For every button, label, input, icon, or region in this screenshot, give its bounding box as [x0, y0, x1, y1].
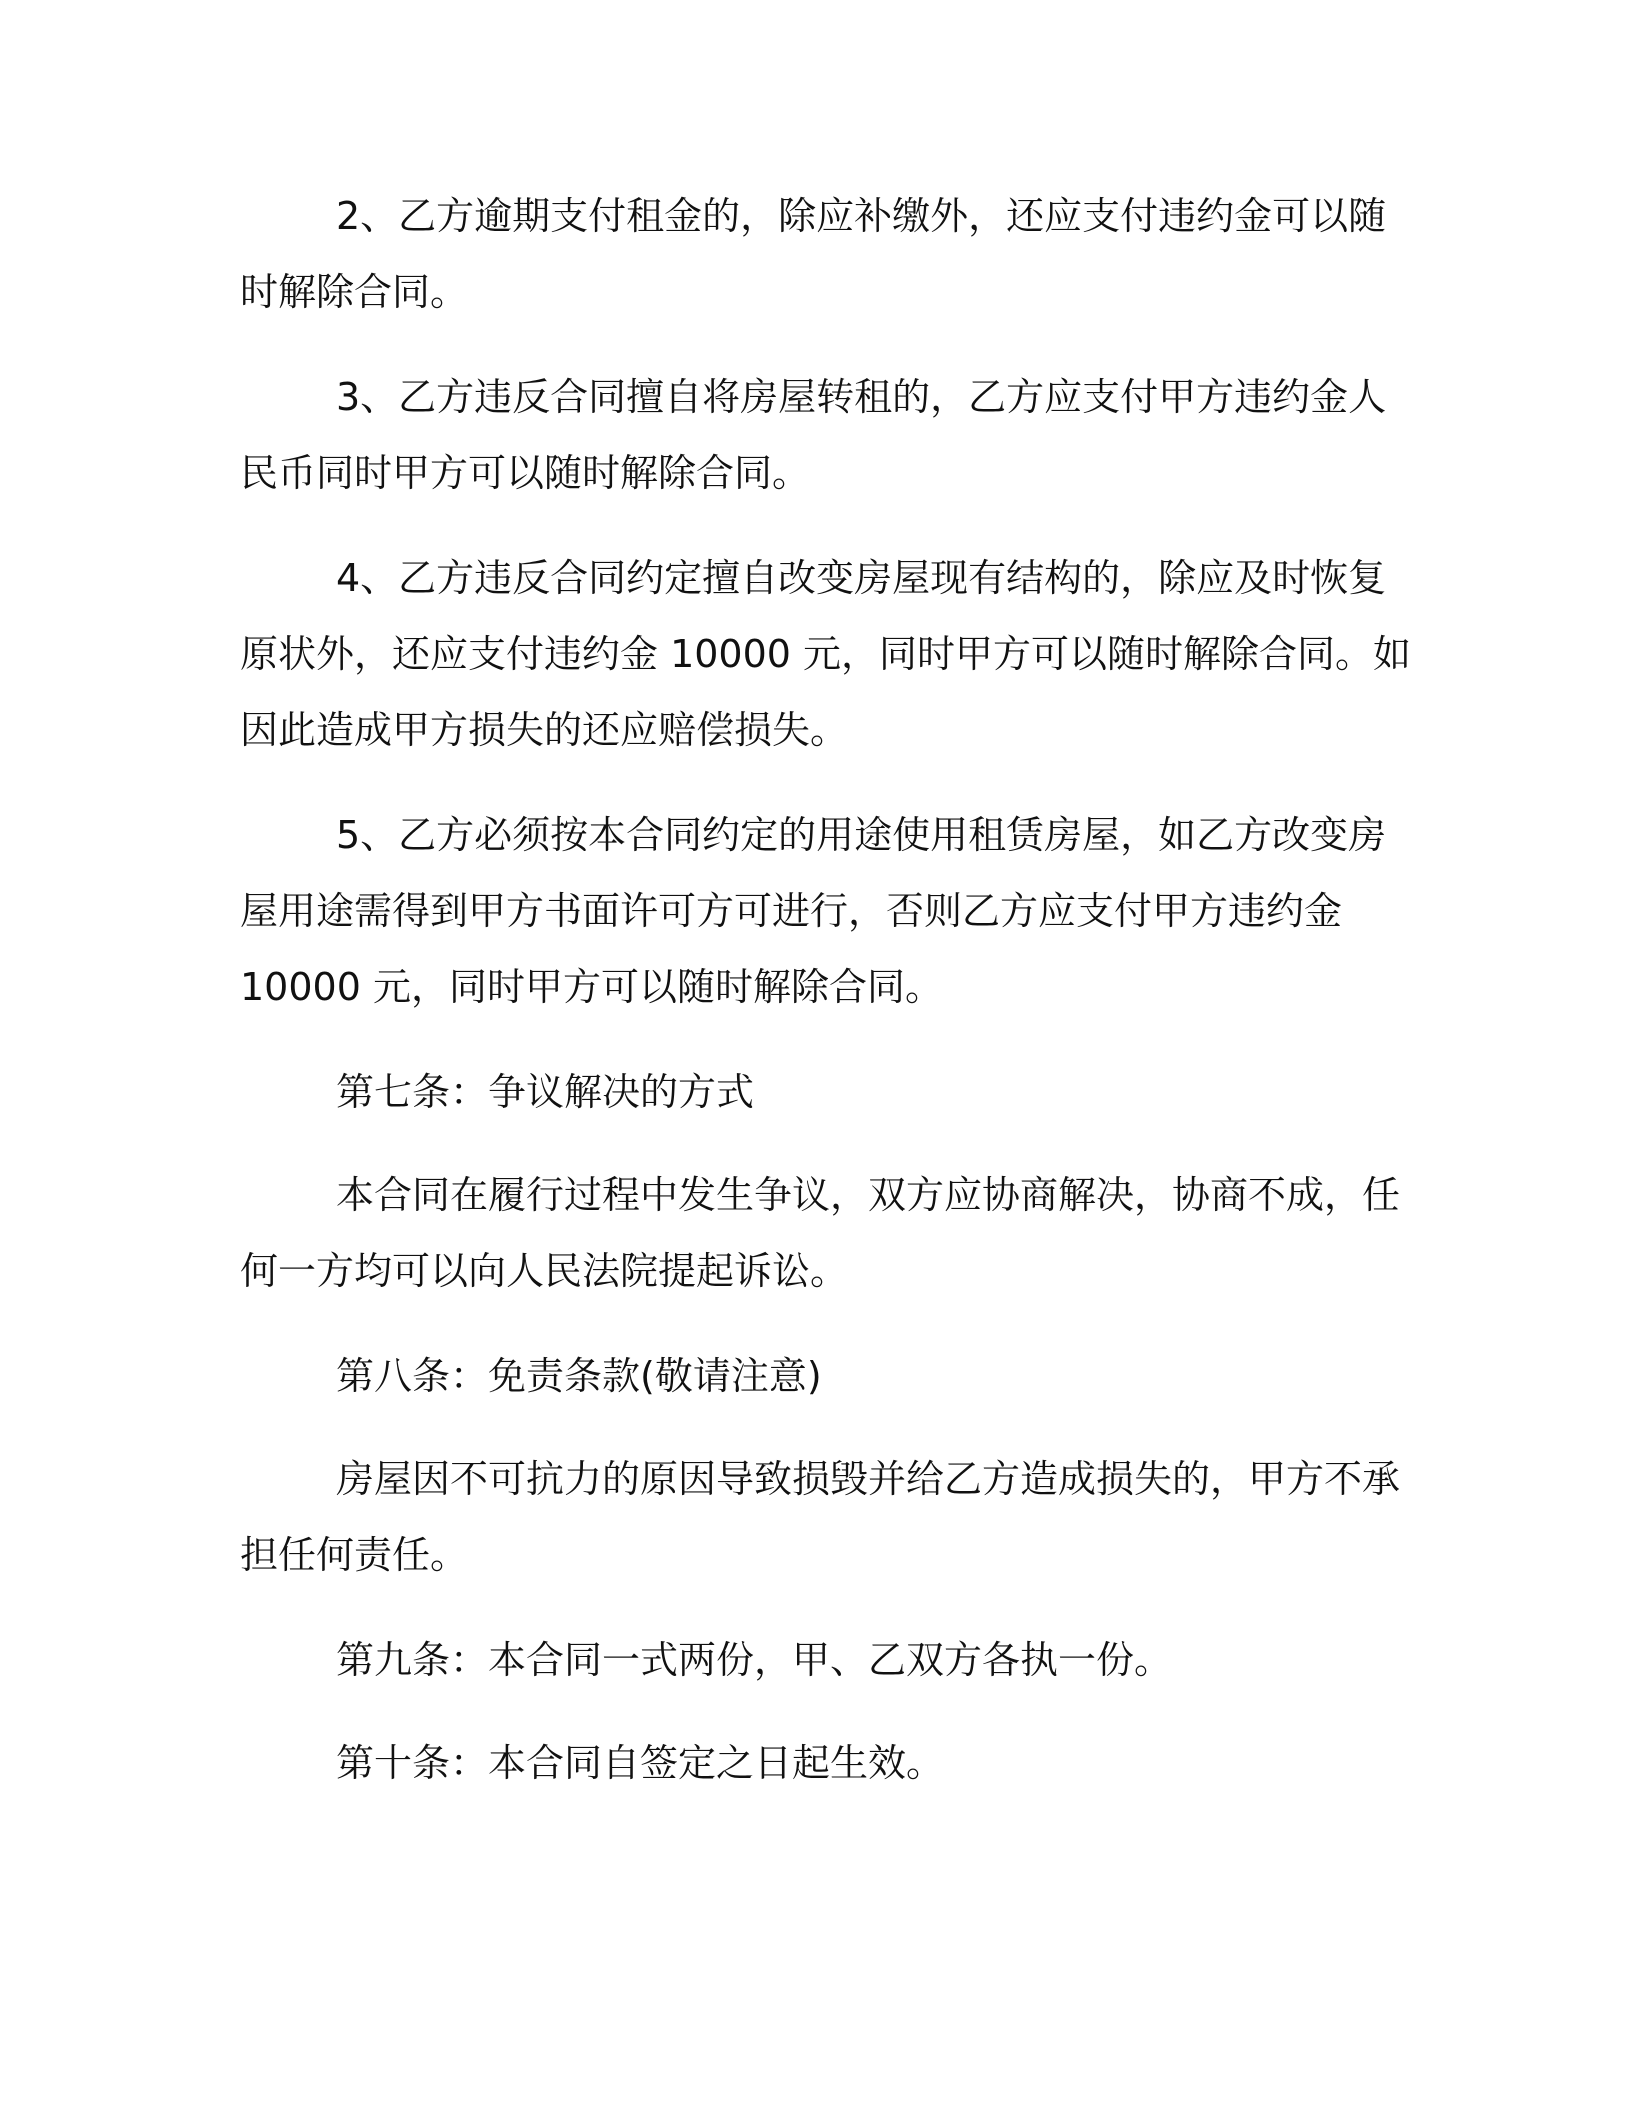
article-7-heading: [240, 1054, 1390, 1130]
text-line: 房屋因不可抗力的原因导致损毁并给乙方造成损失的，甲方不承: [336, 1457, 1401, 1501]
text-line: 民币同时甲方可以随时解除合同。: [240, 451, 811, 495]
clause-4-paragraph: [240, 540, 1412, 768]
text-line: 担任何责任。: [240, 1533, 469, 1577]
article-10-paragraph: [240, 1725, 1390, 1801]
clause-5-paragraph: [240, 797, 1390, 1025]
text-line: 本合同在履行过程中发生争议，双方应协商解决，协商不成，任: [336, 1173, 1401, 1217]
text-line: 第十条：本合同自签定之日起生效。: [336, 1741, 945, 1785]
text-line: 4、乙方违反合同约定擅自改变房屋现有结构的，除应及时恢复: [336, 556, 1387, 600]
text-line: 第七条：争议解决的方式: [336, 1070, 755, 1114]
text-line: 何一方均可以向人民法院提起诉讼。: [240, 1249, 849, 1293]
article-9-paragraph: [240, 1622, 1390, 1698]
text-line: 原状外，还应支付违约金 10000 元，同时甲方可以随时解除合同。如: [240, 632, 1412, 676]
text-line: 因此造成甲方损失的还应赔偿损失。: [240, 708, 849, 752]
text-line: 第八条：免责条款(敬请注意): [336, 1354, 822, 1398]
text-line: 3、乙方违反合同擅自将房屋转租的，乙方应支付甲方违约金人: [336, 375, 1387, 419]
clause-3-paragraph: [240, 359, 1390, 511]
text-line: 第九条：本合同一式两份，甲、乙双方各执一份。: [336, 1638, 1173, 1682]
text-line: 5、乙方必须按本合同约定的用途使用租赁房屋，如乙方改变房: [336, 813, 1387, 857]
article-7-paragraph: [240, 1157, 1401, 1309]
article-8-heading: [240, 1338, 1390, 1414]
text-line: 10000 元，同时甲方可以随时解除合同。: [240, 965, 943, 1009]
text-line: 2、乙方逾期支付租金的，除应补缴外，还应支付违约金可以随: [336, 194, 1387, 238]
article-8-paragraph: [240, 1441, 1401, 1593]
text-line: 屋用途需得到甲方书面许可方可进行，否则乙方应支付甲方违约金: [240, 889, 1343, 933]
text-line: 时解除合同。: [240, 270, 469, 314]
clause-2-paragraph: [240, 178, 1390, 330]
